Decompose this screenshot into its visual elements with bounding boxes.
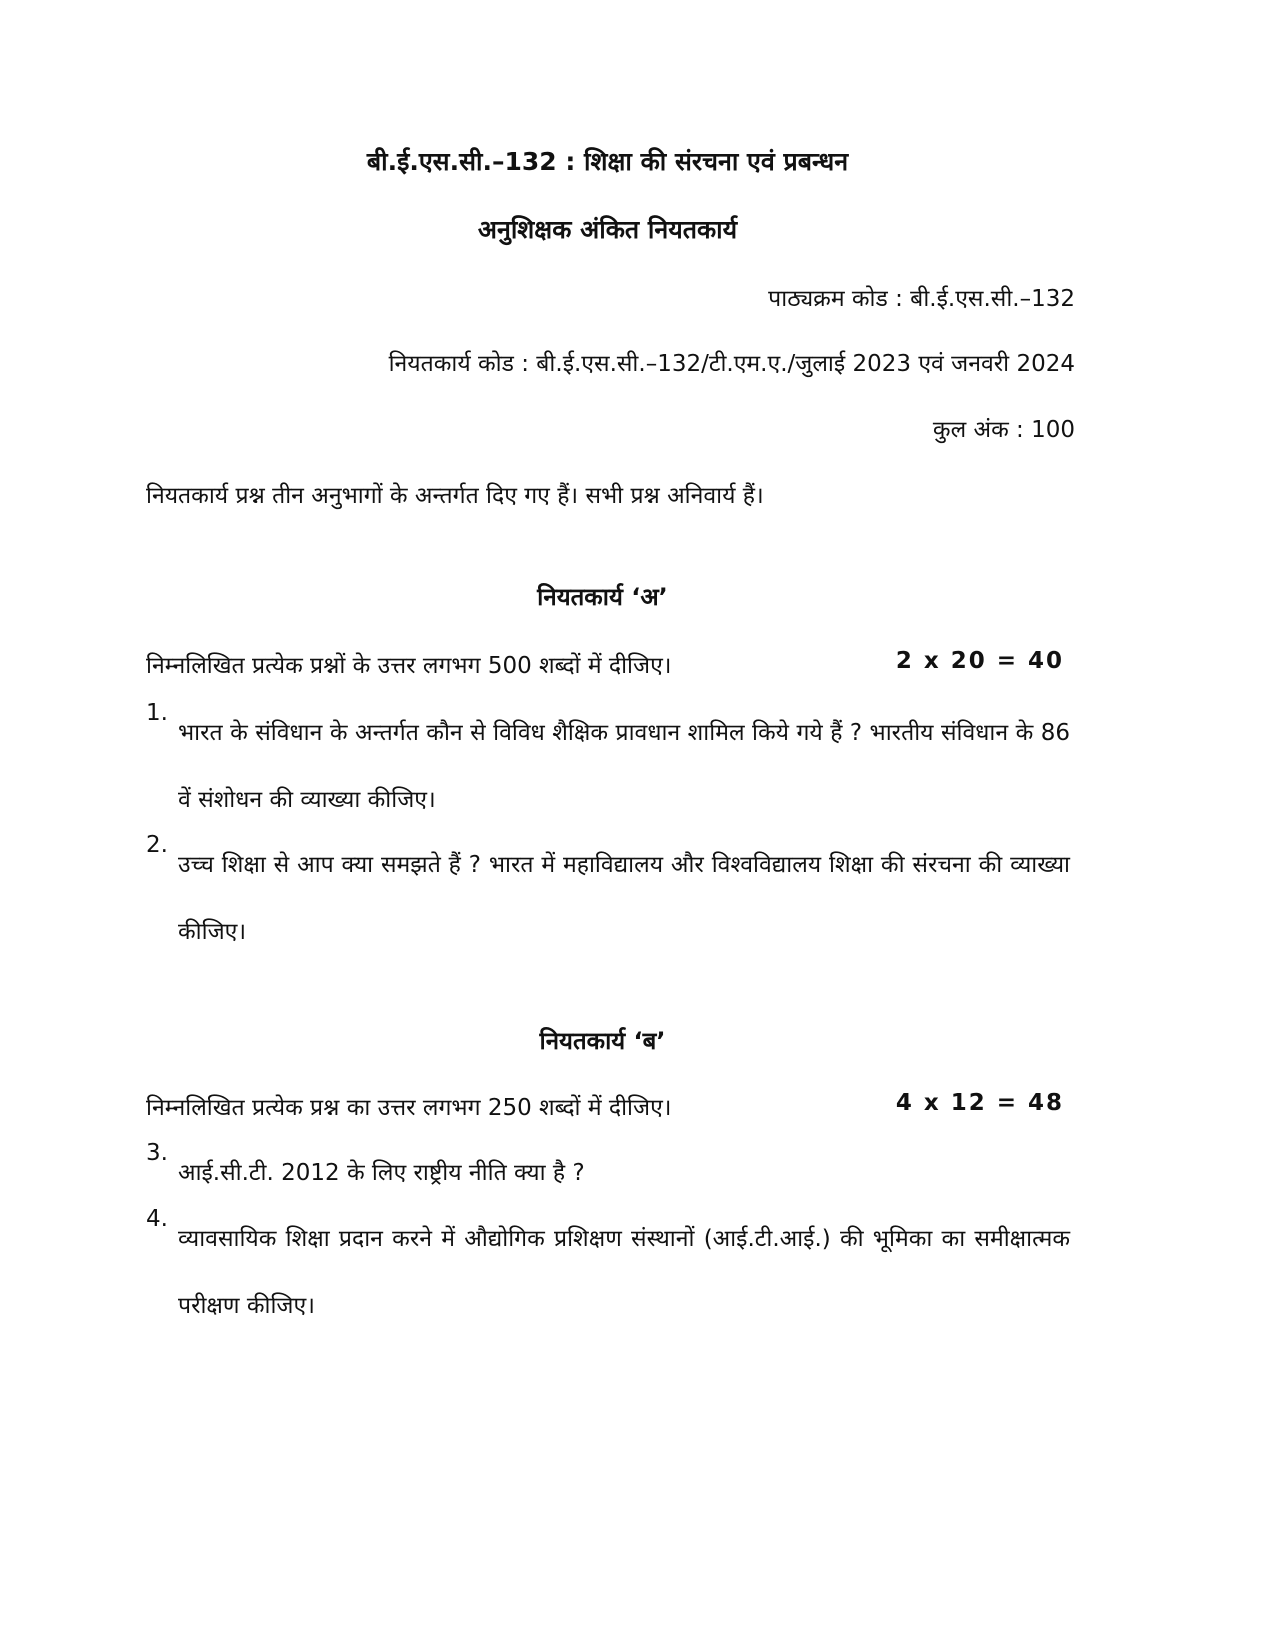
question-text: उच्च शिक्षा से आप क्या समझते हैं ? भारत में महाविद्यालय और विश्वविद्यालय शिक्षा की संरचना की व्याख्या कीजिए। [178, 852, 1070, 945]
section-a-instruction: निम्नलिखित प्रत्येक प्रश्नों के उत्तर लगभग 500 शब्दों में दीजिए। [146, 653, 672, 679]
question-number: 1. [146, 700, 168, 726]
section-b-marks: 4 x 12 = 48 [895, 1090, 1064, 1116]
total-marks: कुल अंक : 100 [932, 417, 1075, 443]
course-code: पाठ्यक्रम कोड : बी.ई.एस.सी.–132 [768, 286, 1075, 312]
question-number: 2. [146, 832, 168, 858]
question-text: आई.सी.टी. 2012 के लिए राष्ट्रीय नीति क्या है ? [178, 1160, 585, 1186]
section-b-instruction: निम्नलिखित प्रत्येक प्रश्न का उत्तर लगभग 250 शब्दों में दीजिए। [146, 1095, 672, 1121]
section-heading-a: नियतकार्य ‘अ’ [537, 583, 668, 611]
question-text: व्यावसायिक शिक्षा प्रदान करने में औद्योगिक प्रशिक्षण संस्थानों (आई.टी.आई.) की भूमिका का समीक्षात्मक परीक्षण कीजिए। [178, 1226, 1070, 1319]
assignment-code: नियतकार्य कोड : बी.ई.एस.सी.–132/टी.एम.ए./जुलाई 2023 एवं जनवरी 2024 [388, 351, 1075, 377]
document-subtitle: अनुशिक्षक अंकित नियतकार्य [477, 215, 738, 244]
question-text: भारत के संविधान के अन्तर्गत कौन से विविध शैक्षिक प्रावधान शामिल किये गये हैं ? भारतीय संविधान के 86 वें संशोधन की व्याख्या कीजिए। [178, 720, 1070, 813]
section-heading-b: नियतकार्य ‘ब’ [539, 1027, 666, 1055]
section-a-marks: 2 x 20 = 40 [895, 648, 1064, 674]
question-number: 3. [146, 1140, 168, 1166]
general-instruction: नियतकार्य प्रश्न तीन अनुभागों के अन्तर्गत दिए गए हैं। सभी प्रश्न अनिवार्य हैं। [146, 483, 764, 509]
document-title: बी.ई.एस.सी.–132 : शिक्षा की संरचना एवं प्रबन्धन [366, 147, 849, 176]
question-number: 4. [146, 1206, 168, 1232]
